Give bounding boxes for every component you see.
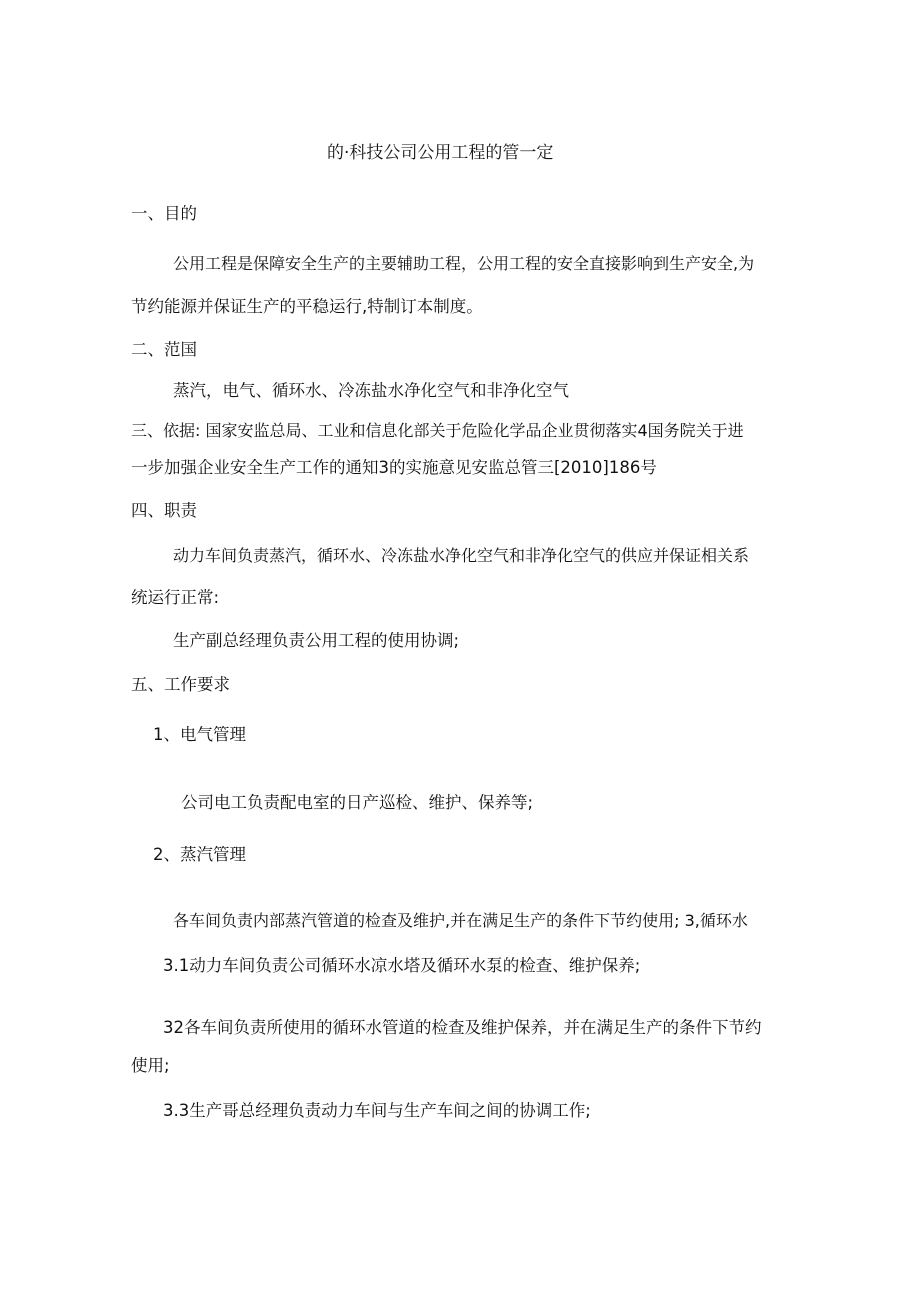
paragraph-scope: 蒸汽，电气、循环水、冷冻盐水净化空气和非净化空气 — [173, 381, 569, 400]
document-title: 的·科技公司公用工程的管一定 — [327, 143, 554, 163]
item-3-1: 3.1动力车间负责公司循环水凉水塔及循环水泵的检查、维护保养; — [163, 956, 641, 975]
section-heading-purpose: 一、目的 — [131, 204, 197, 223]
paragraph-purpose-line-1: 公用工程是保障安全生产的主要辅助工程，公用工程的安全直接影响到生产安全,为 — [173, 254, 755, 273]
subsection-heading-electrical: 1、电气管理 — [153, 725, 246, 744]
section-heading-requirements: 五、工作要求 — [131, 675, 230, 694]
paragraph-duties-line-2: 统运行正常: — [131, 588, 220, 607]
section-heading-basis: 三、依据: 国家安监总局、工业和信息化部关于危险化学品企业贯彻落实4国务院关于进 — [131, 421, 744, 440]
item-3-2-line-1: 32各车间负责所使用的循环水管道的检查及维护保养，并在满足生产的条件下节约 — [163, 1018, 762, 1037]
section-heading-duties: 四、职责 — [131, 501, 197, 520]
item-3-3: 3.3生产哥总经理负责动力车间与生产车间之间的协调工作; — [163, 1101, 591, 1120]
subsection-heading-steam: 2、蒸汽管理 — [153, 845, 246, 864]
subsection-text-steam: 各车间负责内部蒸汽管道的检查及维护,并在满足生产的条件下节约使用; 3,循环水 — [173, 911, 748, 930]
paragraph-duties-line-3: 生产副总经理负责公用工程的使用协调; — [173, 631, 460, 650]
section-heading-scope: 二、范国 — [131, 340, 197, 359]
item-3-2-line-2: 使用; — [131, 1056, 170, 1075]
subsection-text-electrical: 公司电工负责配电室的日产巡检、维护、保养等; — [181, 793, 534, 812]
paragraph-basis: 一步加强企业安全生产工作的通知3的实施意见安监总管三[2010]186号 — [131, 458, 657, 477]
paragraph-purpose-line-2: 节约能源并保证生产的平稳运行,特制订本制度。 — [131, 297, 483, 316]
paragraph-duties-line-1: 动力车间负责蒸汽，循环水、冷冻盐水净化空气和非净化空气的供应并保证相关系 — [173, 546, 750, 565]
